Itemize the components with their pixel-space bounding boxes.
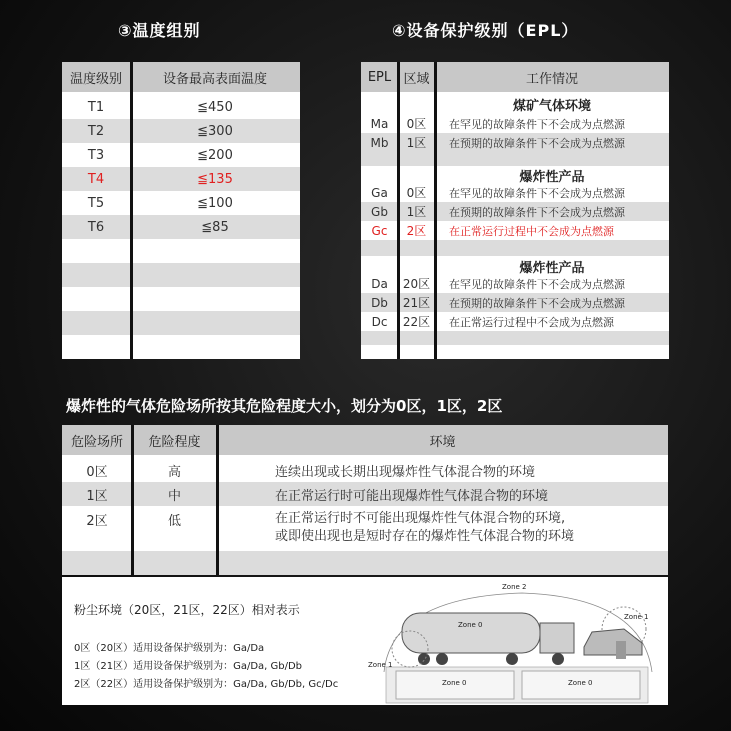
- empty-row: [62, 287, 300, 311]
- header-hazard-level: 危险程度: [148, 434, 201, 450]
- empty-row: [361, 345, 669, 359]
- condition: 在罕见的故障条件下不会成为点燃源: [449, 117, 625, 131]
- max-temp: ≦200: [197, 147, 233, 163]
- table-row: [62, 482, 668, 506]
- environment-line-2: 或即使出现也是短时存在的爆炸性气体混合物的环境: [275, 529, 575, 544]
- dust-title: 粉尘环境（20区，21区，22区）相对表示: [74, 603, 300, 617]
- temp-class: T3: [87, 147, 105, 163]
- table-row: [62, 143, 300, 167]
- empty-row: [62, 239, 300, 263]
- pump: [616, 641, 626, 659]
- wheel: [552, 653, 564, 665]
- zone: 0区: [406, 117, 427, 131]
- hazard-table: [62, 425, 668, 575]
- tanker-body: [402, 613, 540, 653]
- hazard-zone: 0区: [86, 464, 108, 480]
- environment-line-1: 在正常运行时不可能出现爆炸性气体混合物的环境,: [275, 511, 566, 526]
- condition: 在罕见的故障条件下不会成为点燃源: [449, 186, 625, 200]
- zone: 2区: [406, 224, 427, 238]
- temp-class: T5: [87, 195, 105, 211]
- table-row: [62, 167, 300, 191]
- zone: 21区: [402, 296, 431, 310]
- hazard-zone: 2区: [86, 514, 108, 529]
- column-divider: [434, 62, 437, 359]
- max-temp: ≦450: [197, 99, 233, 115]
- wheel: [436, 653, 448, 665]
- empty-row: [361, 331, 669, 345]
- condition: 在预期的故障条件下不会成为点燃源: [449, 205, 625, 219]
- epl-level: Gc: [371, 223, 388, 238]
- table-row: [62, 119, 300, 143]
- table-row: [62, 191, 300, 215]
- table-row: [62, 215, 300, 239]
- condition: 在正常运行过程中不会成为点燃源: [449, 224, 614, 238]
- table-row: [361, 133, 669, 152]
- empty-row: [62, 263, 300, 287]
- epl-level: Da: [371, 276, 388, 291]
- epl-table: [361, 62, 669, 359]
- hazard-table-header: [62, 425, 668, 455]
- dust-line: 2区（22区）适用设备保护级别为：Ga/Da, Gb/Db, Gc/Dc: [74, 679, 339, 690]
- empty-row: [361, 240, 669, 256]
- wheel: [418, 653, 430, 665]
- header-max-surface-temp: 设备最高表面温度: [162, 71, 267, 87]
- empty-row: [361, 152, 669, 166]
- zone: 1区: [406, 205, 427, 219]
- table-row: [361, 202, 669, 221]
- temp-class: T6: [87, 219, 105, 235]
- table-row: [62, 458, 668, 482]
- hazard-title: 爆炸性的气体危险场所按其危险程度大小，划分为0区，1区，2区: [66, 397, 503, 415]
- temp-class: T1: [87, 99, 105, 115]
- zone0-label-under-right: Zone 0: [568, 679, 593, 687]
- zone: 1区: [406, 136, 427, 150]
- header-environment: 环境: [429, 434, 456, 450]
- zone: 22区: [402, 315, 431, 329]
- hazard-level: 中: [167, 488, 181, 504]
- max-temp: ≦300: [197, 123, 233, 139]
- environment: [217, 510, 668, 546]
- hazard-level: 高: [167, 464, 181, 480]
- epl-level: Dc: [371, 314, 388, 329]
- column-divider: [131, 425, 134, 575]
- hazard-level: 低: [167, 514, 181, 529]
- dust-line: 0区（20区）适用设备保护级别为：Ga/Da: [74, 643, 265, 654]
- tanker-cab: [540, 623, 574, 653]
- column-divider: [397, 62, 400, 359]
- header-zone: 区域: [403, 71, 430, 87]
- temp-class: T4: [87, 171, 105, 187]
- dust-line: 1区（21区）适用设备保护级别为：Ga/Da, Gb/Db: [74, 661, 303, 672]
- header-hazard-area: 危险场所: [70, 434, 123, 450]
- wheel: [506, 653, 518, 665]
- zone1-label-right: Zone 1: [624, 613, 649, 621]
- table-row: [62, 506, 668, 551]
- epl-level: Ga: [371, 185, 388, 200]
- epl-level: Gb: [371, 204, 388, 219]
- table-row: [361, 312, 669, 331]
- empty-row: [62, 335, 300, 359]
- zone1-label-left: Zone 1: [368, 661, 393, 669]
- epl-level: Ma: [370, 116, 389, 131]
- temp-group-title: ③温度组别: [118, 21, 201, 40]
- epl-table-header: [361, 62, 669, 92]
- condition: 在预期的故障条件下不会成为点燃源: [449, 296, 625, 310]
- temp-class: T2: [87, 123, 105, 139]
- max-temp: ≦85: [201, 219, 229, 235]
- group-title-explosive-gas: 爆炸性产品: [519, 170, 585, 185]
- temp-group-table: [62, 62, 300, 359]
- zone2-label: Zone 2: [502, 583, 527, 591]
- max-temp: ≦100: [197, 195, 233, 211]
- table-row: [361, 114, 669, 133]
- header-epl: EPL: [367, 69, 392, 85]
- epl-level: Mb: [370, 135, 389, 150]
- zone0-label-tank: Zone 0: [458, 621, 483, 629]
- car-body: [584, 629, 642, 655]
- table-row: [361, 274, 669, 293]
- header-temp-class: 温度级别: [69, 71, 122, 87]
- table-row: [361, 183, 669, 202]
- zone: 20区: [402, 277, 431, 291]
- zone-diagram: [362, 577, 662, 705]
- column-divider: [216, 425, 219, 575]
- environment: 在正常运行时可能出现爆炸性气体混合物的环境: [275, 488, 549, 504]
- empty-row: [62, 311, 300, 335]
- condition: 在罕见的故障条件下不会成为点燃源: [449, 277, 625, 291]
- table-row: [361, 221, 669, 240]
- epl-title: ④设备保护级别（EPL）: [392, 21, 579, 40]
- column-divider: [130, 62, 133, 359]
- table-row: [62, 95, 300, 119]
- environment: 连续出现或长期出现爆炸性气体混合物的环境: [275, 464, 536, 480]
- condition: 在预期的故障条件下不会成为点燃源: [449, 136, 625, 150]
- dust-zone-panel: [62, 577, 668, 705]
- epl-level: Db: [371, 295, 388, 310]
- table-row: [361, 293, 669, 312]
- group-title-coal-mine: 煤矿气体环境: [512, 99, 591, 114]
- condition: 在正常运行过程中不会成为点燃源: [449, 315, 614, 329]
- zone0-label-under-left: Zone 0: [442, 679, 467, 687]
- max-temp: ≦135: [197, 171, 233, 187]
- zone: 0区: [406, 186, 427, 200]
- empty-row: [62, 551, 668, 575]
- group-title-explosive-dust: 爆炸性产品: [519, 261, 585, 276]
- header-working-condition: 工作情况: [525, 71, 578, 87]
- hazard-zone: 1区: [86, 488, 108, 504]
- temp-table-header: [62, 62, 300, 92]
